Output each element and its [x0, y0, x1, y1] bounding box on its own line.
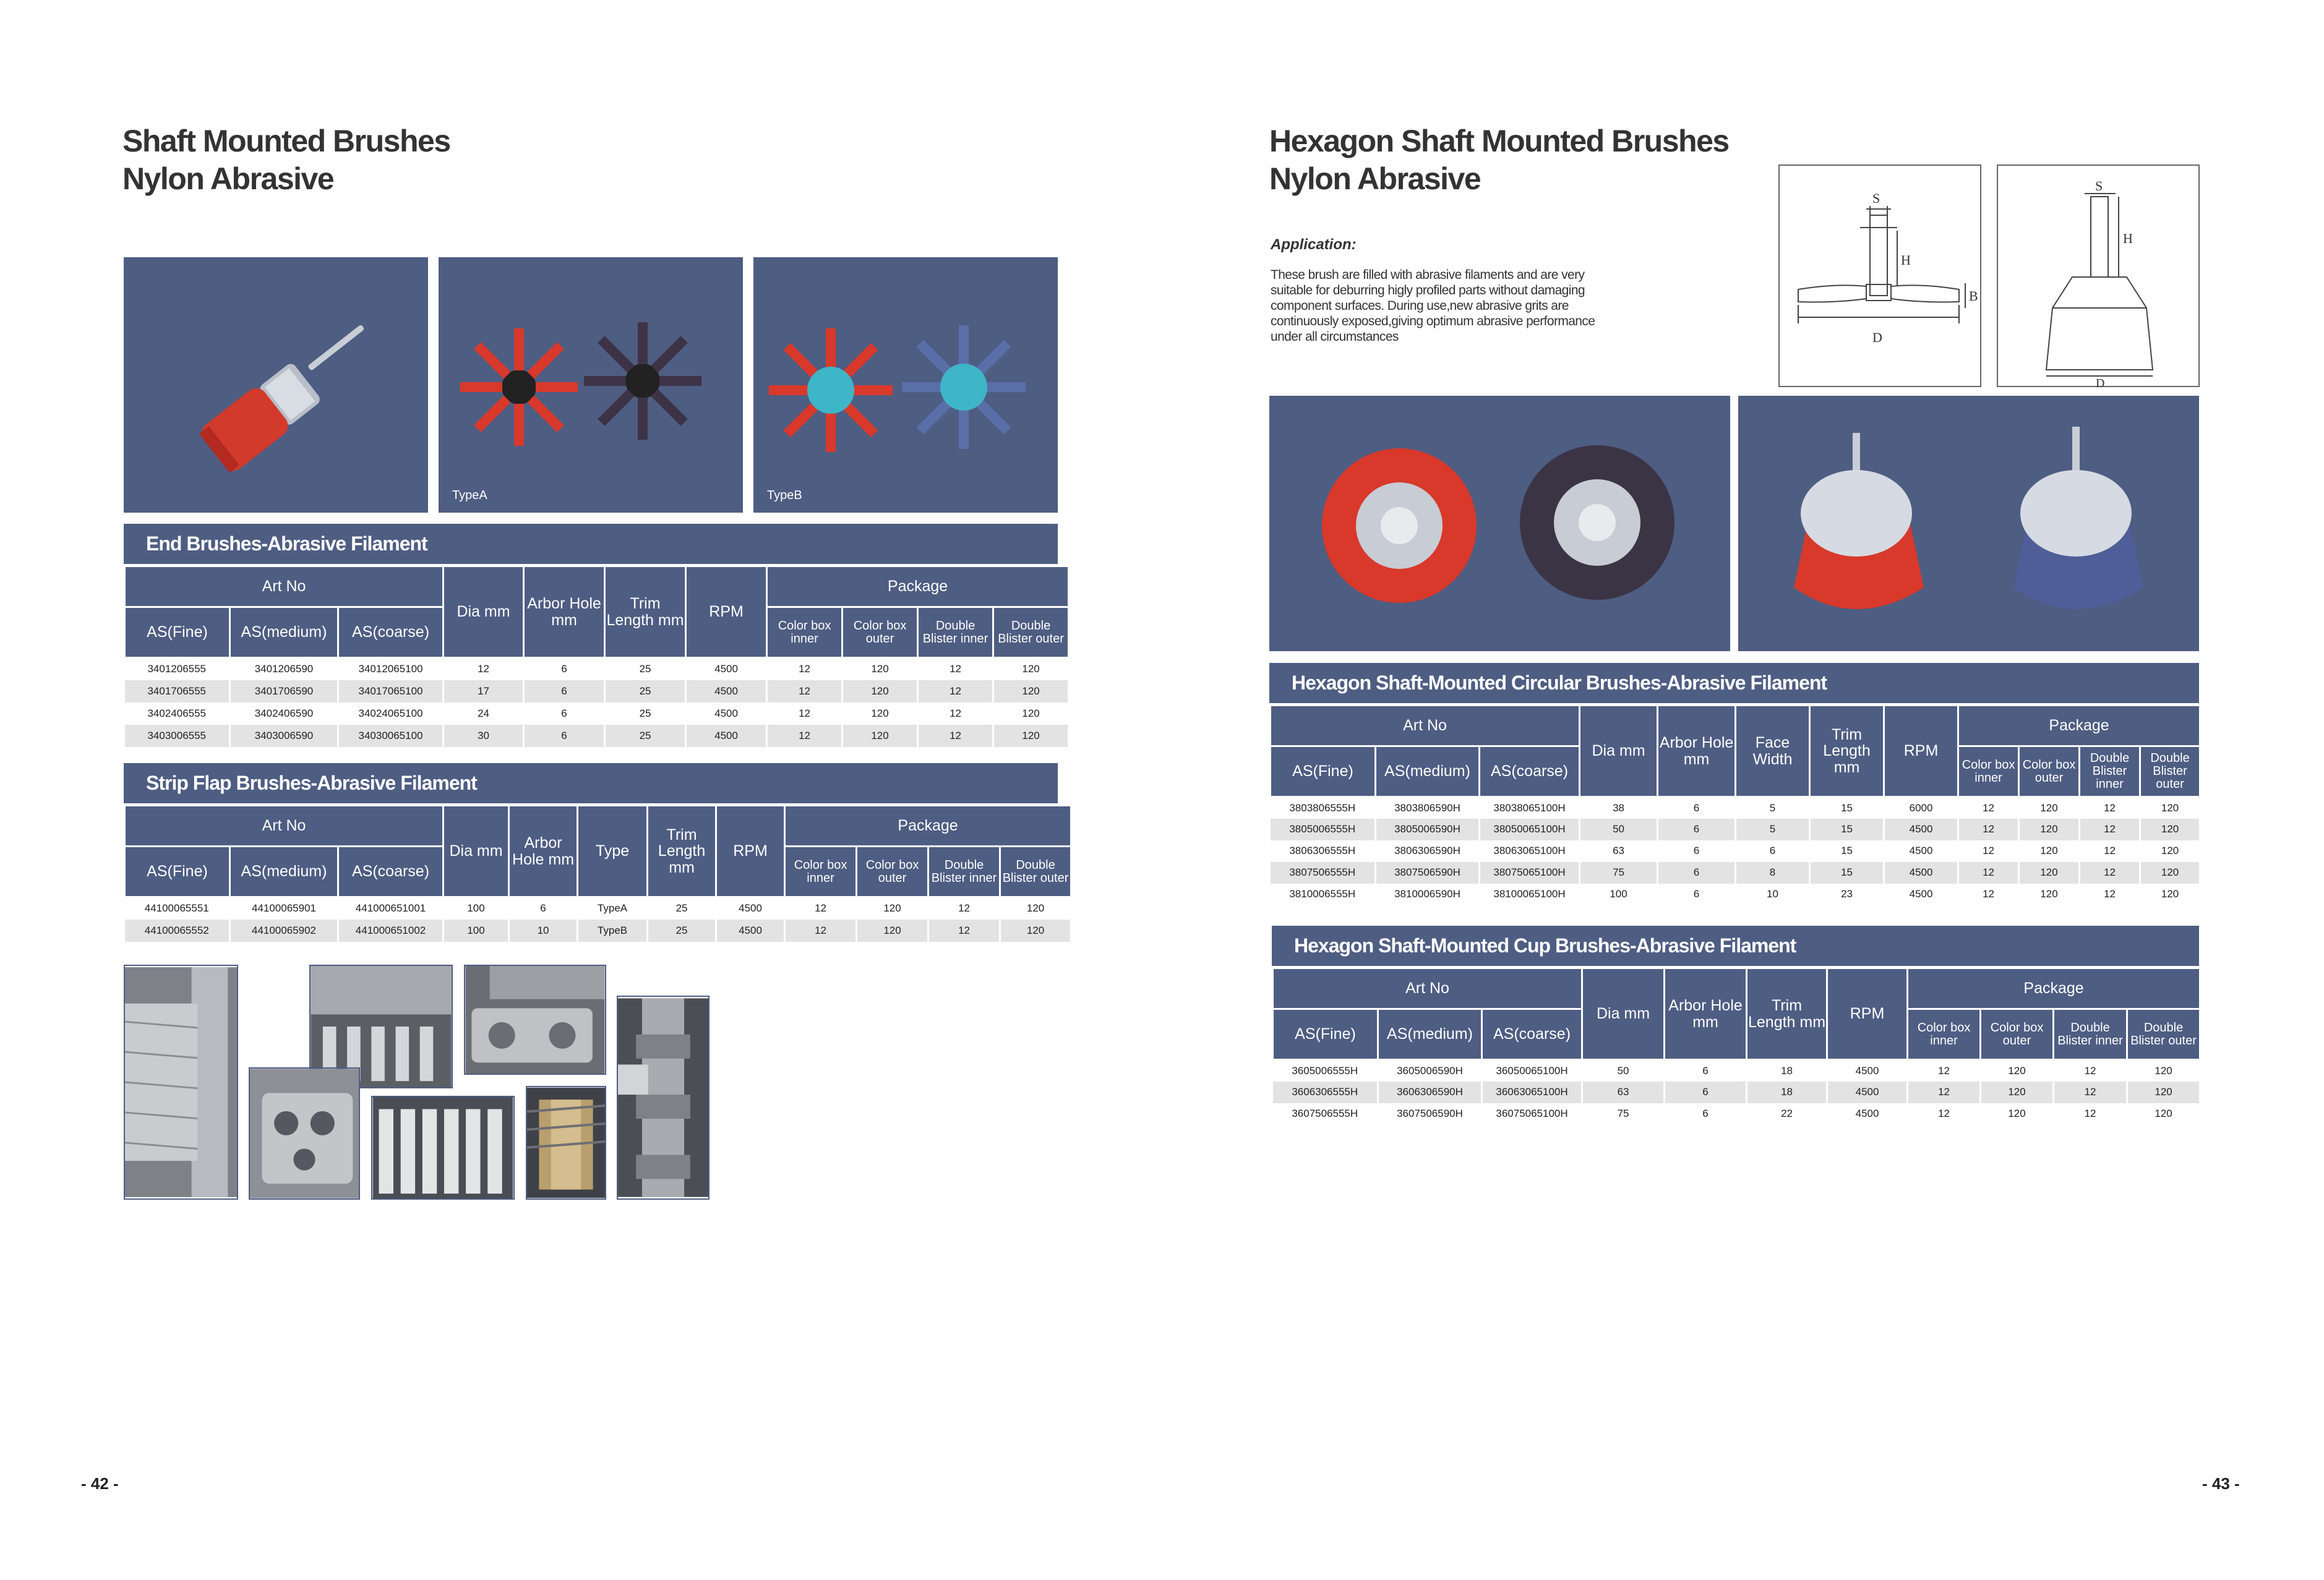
art-no-header: Art No [125, 566, 444, 607]
pkg-col-4: Double Blister outer [993, 607, 1069, 658]
table-cell: 12 [785, 897, 857, 920]
table-cell: 100 [444, 897, 509, 920]
table-cell: 38 [1580, 797, 1658, 819]
pkg-col-1: Color box inner [767, 607, 843, 658]
table-cell: 3806306590H [1376, 840, 1480, 862]
table-cell: 12 [1908, 1082, 1981, 1103]
application-line: under all circumstances [1271, 330, 1399, 344]
table-cell: 38075065100H [1480, 862, 1580, 884]
col-fine: AS(Fine) [1273, 1009, 1378, 1060]
table-cell: 12 [2054, 1082, 2127, 1103]
table-cell: 3803806590H [1376, 797, 1480, 819]
table-cell: 34017065100 [338, 680, 444, 702]
table-cell: 12 [928, 920, 1000, 942]
table-row [125, 920, 1071, 942]
table-cell: 23 [1810, 884, 1884, 905]
table-cell: 12 [767, 680, 843, 702]
table-row [125, 658, 1069, 680]
table-cell: 12 [918, 658, 993, 680]
table-cell: 12 [1958, 797, 2019, 819]
table2-title: Strip Flap Brushes-Abrasive Filament [124, 763, 1058, 803]
table-cell: 4500 [1884, 862, 1958, 884]
table-cell: 36050065100H [1482, 1060, 1582, 1082]
table-cell: 25 [605, 658, 686, 680]
application-photo-4 [249, 1067, 360, 1200]
table-cell: 12 [918, 725, 993, 747]
table-cell: TypeB [578, 920, 648, 942]
pkg-col-4: Double Blister outer [2127, 1009, 2200, 1060]
dia-header: Dia mm [444, 566, 524, 658]
dia-header: Dia mm [1580, 706, 1658, 797]
table-cell: 120 [1000, 920, 1071, 942]
table-cell: 34030065100 [338, 725, 444, 747]
col-coarse: AS(coarse) [338, 607, 444, 658]
col-coarse: AS(coarse) [1480, 746, 1580, 797]
table-cell: 3401706590 [230, 680, 338, 702]
table-cell: 12 [2080, 884, 2140, 905]
table-cell: 38050065100H [1480, 819, 1580, 840]
table-cell: 12 [1958, 862, 2019, 884]
table-cell: 3810006555H [1271, 884, 1376, 905]
package-header: Package [785, 806, 1071, 847]
col-medium: AS(medium) [230, 847, 338, 897]
table-cell: 3402406555 [125, 702, 230, 725]
table-cell: 120 [993, 680, 1069, 702]
table-cell: 120 [2140, 884, 2200, 905]
end-brushes-table [124, 565, 1070, 747]
table-cell: 4500 [1884, 819, 1958, 840]
rpm-header: RPM [1884, 706, 1958, 797]
table-cell: 75 [1580, 862, 1658, 884]
pkg-col-3: Double Blister inner [2054, 1009, 2127, 1060]
table-cell: 15 [1810, 862, 1884, 884]
table-row [1271, 862, 2200, 884]
pkg-col-2: Color box outer [1981, 1009, 2054, 1060]
table-cell: 12 [2054, 1060, 2127, 1082]
table-cell: 4500 [1884, 840, 1958, 862]
package-header: Package [767, 566, 1069, 607]
table4-title: Hexagon Shaft-Mounted Cup Brushes-Abrasive Filament [1272, 926, 2199, 966]
table-cell: 3606306555H [1273, 1082, 1378, 1103]
table-cell: 120 [2019, 862, 2080, 884]
table-cell: 38063065100H [1480, 840, 1580, 862]
table-cell: 4500 [716, 920, 785, 942]
table-cell: 120 [2140, 819, 2200, 840]
table-cell: 6 [1658, 819, 1736, 840]
arbor-header: Arbor Hole mm [524, 566, 605, 658]
table-cell: 3810006590H [1376, 884, 1480, 905]
table-cell: 12 [767, 725, 843, 747]
end-brush-photo [124, 257, 428, 513]
table-cell: 120 [1981, 1082, 2054, 1103]
table-cell: 120 [2019, 819, 2080, 840]
table-cell: 22 [1747, 1103, 1827, 1125]
table-cell: 6 [1658, 840, 1736, 862]
table-cell: 12 [928, 897, 1000, 920]
arbor-header: Arbor Hole mm [1665, 968, 1747, 1060]
table-cell: 4500 [686, 725, 767, 747]
table-cell: 12 [918, 680, 993, 702]
page-number-right: - 43 - [2202, 1474, 2240, 1493]
col-coarse: AS(coarse) [338, 847, 444, 897]
table-cell: 4500 [716, 897, 785, 920]
type-header: Type [578, 806, 648, 897]
table-cell: 12 [2054, 1103, 2127, 1125]
rpm-header: RPM [1827, 968, 1908, 1060]
pkg-col-3: Double Blister inner [2080, 746, 2140, 797]
table-cell: 120 [843, 702, 918, 725]
package-header: Package [1958, 706, 2200, 746]
table-cell: 120 [1981, 1060, 2054, 1082]
table-cell: 120 [857, 897, 928, 920]
table-cell: 12 [1958, 884, 2019, 905]
table-row [125, 702, 1069, 725]
col-fine: AS(Fine) [1271, 746, 1376, 797]
photo-label-typeB: TypeB [767, 489, 802, 502]
table-cell: 4500 [1827, 1082, 1908, 1103]
table-cell: 3806306555H [1271, 840, 1376, 862]
table-cell: 18 [1747, 1060, 1827, 1082]
strip-flap-table [124, 805, 1072, 942]
col-fine: AS(Fine) [125, 607, 230, 658]
table-cell: 12 [2080, 840, 2140, 862]
table-row [125, 725, 1069, 747]
cup-label-s: S [2095, 178, 2103, 194]
pkg-col-1: Color box inner [1958, 746, 2019, 797]
table-cell: 6 [524, 725, 605, 747]
table-cell: 100 [444, 920, 509, 942]
trim-header: Trim Length mm [1810, 706, 1884, 797]
pkg-col-2: Color box outer [843, 607, 918, 658]
table-cell: 120 [2019, 884, 2080, 905]
cup-brush-diagram [1997, 164, 2200, 387]
table-cell: 120 [993, 725, 1069, 747]
table-cell: 120 [2140, 797, 2200, 819]
pkg-col-1: Color box inner [1908, 1009, 1981, 1060]
application-text [1271, 267, 1753, 344]
table-row [1273, 1103, 2200, 1125]
table-cell: 120 [2127, 1103, 2200, 1125]
trim-header: Trim Length mm [605, 566, 686, 658]
table-cell: 6 [524, 658, 605, 680]
table-cell: 38100065100H [1480, 884, 1580, 905]
table-cell: 120 [2127, 1082, 2200, 1103]
pkg-col-1: Color box inner [785, 847, 857, 897]
table-cell: 12 [1958, 819, 2019, 840]
application-photo-5 [371, 1096, 515, 1200]
table-cell: 120 [2140, 840, 2200, 862]
pkg-col-3: Double Blister inner [918, 607, 993, 658]
table-cell: 120 [2127, 1060, 2200, 1082]
table-cell: 25 [648, 897, 716, 920]
table-cell: 441000651001 [338, 897, 444, 920]
table-cell: 6 [1736, 840, 1810, 862]
photo-label-typeA: TypeA [452, 489, 487, 502]
table-cell: 120 [993, 702, 1069, 725]
pkg-col-4: Double Blister outer [2140, 746, 2200, 797]
table-cell: 5 [1736, 819, 1810, 840]
table-cell: 12 [2080, 862, 2140, 884]
col-medium: AS(medium) [1376, 746, 1480, 797]
table-cell: 15 [1810, 840, 1884, 862]
table-cell: 120 [843, 725, 918, 747]
circular-brush-diagram [1778, 164, 1981, 387]
strip-flap-typeA-photo [439, 257, 743, 513]
circular-brush-photo [1269, 396, 1730, 651]
table1-title: End Brushes-Abrasive Filament [124, 524, 1058, 564]
table-cell: 44100065902 [230, 920, 338, 942]
table-row [1271, 840, 2200, 862]
cup-label-h: H [2123, 231, 2133, 246]
table-cell: 3605006555H [1273, 1060, 1378, 1082]
table-cell: 6 [524, 702, 605, 725]
rpm-header: RPM [686, 566, 767, 658]
table-cell: 18 [1747, 1082, 1827, 1103]
table-cell: 12 [2080, 819, 2140, 840]
table-cell: 36063065100H [1482, 1082, 1582, 1103]
application-line: continuously exposed,giving optimum abrasive performance [1271, 314, 1595, 328]
table3-title: Hexagon Shaft-Mounted Circular Brushes-Abrasive Filament [1269, 663, 2199, 703]
table-cell: 3805006590H [1376, 819, 1480, 840]
table-cell: 120 [843, 680, 918, 702]
table-cell: 6 [1658, 884, 1736, 905]
table-row [1271, 819, 2200, 840]
table-cell: 120 [1000, 897, 1071, 920]
table-cell: 4500 [686, 680, 767, 702]
pkg-col-3: Double Blister inner [928, 847, 1000, 897]
table-cell: 3607506555H [1273, 1103, 1378, 1125]
table-cell: 38038065100H [1480, 797, 1580, 819]
strip-flap-typeB-photo [753, 257, 1058, 513]
col-fine: AS(Fine) [125, 847, 230, 897]
table-cell: 120 [2019, 797, 2080, 819]
table-row [1271, 797, 2200, 819]
table-row [1271, 884, 2200, 905]
face-header: Face Width [1736, 706, 1810, 797]
table-cell: 12 [918, 702, 993, 725]
table-cell: 4500 [686, 702, 767, 725]
cup-brush-photo [1738, 396, 2199, 651]
art-no-header: Art No [1271, 706, 1580, 746]
diagram-label-b: B [1969, 288, 1978, 304]
application-heading: Application: [1271, 236, 1357, 253]
dia-header: Dia mm [444, 806, 509, 897]
table-cell: 120 [843, 658, 918, 680]
application-line: These brush are filled with abrasive filaments and are very [1271, 268, 1585, 282]
table-cell: 120 [857, 920, 928, 942]
table-cell: 6 [1665, 1060, 1747, 1082]
rpm-header: RPM [716, 806, 785, 897]
table-cell: 4500 [1884, 884, 1958, 905]
table-cell: 3401206590 [230, 658, 338, 680]
table-cell: 25 [605, 725, 686, 747]
table-cell: 15 [1810, 797, 1884, 819]
table-cell: 75 [1582, 1103, 1665, 1125]
pkg-col-4: Double Blister outer [1000, 847, 1071, 897]
table-cell: 3402406590 [230, 702, 338, 725]
table-cell: 3606306590H [1378, 1082, 1482, 1103]
table-cell: 120 [993, 658, 1069, 680]
table-cell: 5 [1736, 797, 1810, 819]
table-cell: 63 [1582, 1082, 1665, 1103]
table-cell: 120 [2140, 862, 2200, 884]
page-number-left: - 42 - [81, 1474, 119, 1493]
application-photo-7 [617, 996, 710, 1200]
table-cell: 44100065552 [125, 920, 230, 942]
table-cell: 12 [1908, 1060, 1981, 1082]
table-cell: 3807506555H [1271, 862, 1376, 884]
diagram-label-d: D [1872, 330, 1882, 345]
col-medium: AS(medium) [230, 607, 338, 658]
diagram-label-h: H [1901, 252, 1911, 268]
table-cell: 3401206555 [125, 658, 230, 680]
cup-label-d: D [2096, 377, 2105, 388]
application-photo-1 [124, 965, 238, 1200]
table-cell: 50 [1580, 819, 1658, 840]
trim-header: Trim Length mm [648, 806, 716, 897]
table-cell: 12 [767, 702, 843, 725]
application-line: component surfaces. During use,new abrasive grits are [1271, 299, 1569, 313]
table-cell: 10 [1736, 884, 1810, 905]
table-cell: 36075065100H [1482, 1103, 1582, 1125]
application-photo-6 [526, 1086, 606, 1200]
arbor-header: Arbor Hole mm [509, 806, 578, 897]
table-cell: 25 [605, 680, 686, 702]
table-cell: 10 [509, 920, 578, 942]
table-cell: 4500 [1827, 1103, 1908, 1125]
table-cell: 120 [2019, 840, 2080, 862]
table-cell: 4500 [686, 658, 767, 680]
table-cell: 4500 [1827, 1060, 1908, 1082]
table-cell: TypeA [578, 897, 648, 920]
table-cell: 6000 [1884, 797, 1958, 819]
table-cell: 30 [444, 725, 524, 747]
art-no-header: Art No [125, 806, 444, 847]
arbor-header: Arbor Hole mm [1658, 706, 1736, 797]
table-row [1273, 1082, 2200, 1103]
pkg-col-2: Color box outer [857, 847, 928, 897]
table-cell: 12 [767, 658, 843, 680]
cup-brushes-table [1272, 967, 2201, 1125]
table-cell: 3805006555H [1271, 819, 1376, 840]
left-title-line2: Nylon Abrasive [122, 161, 334, 196]
application-photo-3 [464, 965, 606, 1075]
table-cell: 3403006590 [230, 725, 338, 747]
table-cell: 6 [1658, 797, 1736, 819]
dia-header: Dia mm [1582, 968, 1665, 1060]
col-coarse: AS(coarse) [1482, 1009, 1582, 1060]
table-cell: 34024065100 [338, 702, 444, 725]
table-cell: 6 [524, 680, 605, 702]
table-row [125, 897, 1071, 920]
table-cell: 15 [1810, 819, 1884, 840]
table-cell: 44100065551 [125, 897, 230, 920]
table-cell: 17 [444, 680, 524, 702]
table-cell: 12 [444, 658, 524, 680]
table-cell: 44100065901 [230, 897, 338, 920]
table-cell: 25 [648, 920, 716, 942]
table-cell: 441000651002 [338, 920, 444, 942]
trim-header: Trim Length mm [1747, 968, 1827, 1060]
table-cell: 3403006555 [125, 725, 230, 747]
table-cell: 3401706555 [125, 680, 230, 702]
circular-brushes-table [1269, 704, 2201, 905]
table-cell: 3605006590H [1378, 1060, 1482, 1082]
table-cell: 12 [2080, 797, 2140, 819]
right-title-line1: Hexagon Shaft Mounted Brushes [1269, 124, 1729, 158]
table-cell: 12 [785, 920, 857, 942]
art-no-header: Art No [1273, 968, 1582, 1009]
pkg-col-2: Color box outer [2019, 746, 2080, 797]
col-medium: AS(medium) [1378, 1009, 1482, 1060]
table-cell: 120 [1981, 1103, 2054, 1125]
table-cell: 3807506590H [1376, 862, 1480, 884]
table-cell: 6 [509, 897, 578, 920]
table-cell: 25 [605, 702, 686, 725]
table-cell: 24 [444, 702, 524, 725]
application-line: suitable for deburring higly profiled parts without damaging [1271, 283, 1585, 297]
table-cell: 3803806555H [1271, 797, 1376, 819]
package-header: Package [1908, 968, 2200, 1009]
left-title-line1: Shaft Mounted Brushes [122, 124, 450, 158]
table-cell: 63 [1580, 840, 1658, 862]
table-cell: 12 [1908, 1103, 1981, 1125]
table-cell: 8 [1736, 862, 1810, 884]
table-cell: 6 [1665, 1082, 1747, 1103]
table-cell: 6 [1658, 862, 1736, 884]
diagram-label-s: S [1872, 190, 1880, 206]
table-cell: 34012065100 [338, 658, 444, 680]
table-cell: 50 [1582, 1060, 1665, 1082]
table-row [125, 680, 1069, 702]
table-cell: 100 [1580, 884, 1658, 905]
table-row [1273, 1060, 2200, 1082]
table-cell: 3607506590H [1378, 1103, 1482, 1125]
table-cell: 12 [1958, 840, 2019, 862]
table-cell: 6 [1665, 1103, 1747, 1125]
right-title-line2: Nylon Abrasive [1269, 161, 1481, 196]
